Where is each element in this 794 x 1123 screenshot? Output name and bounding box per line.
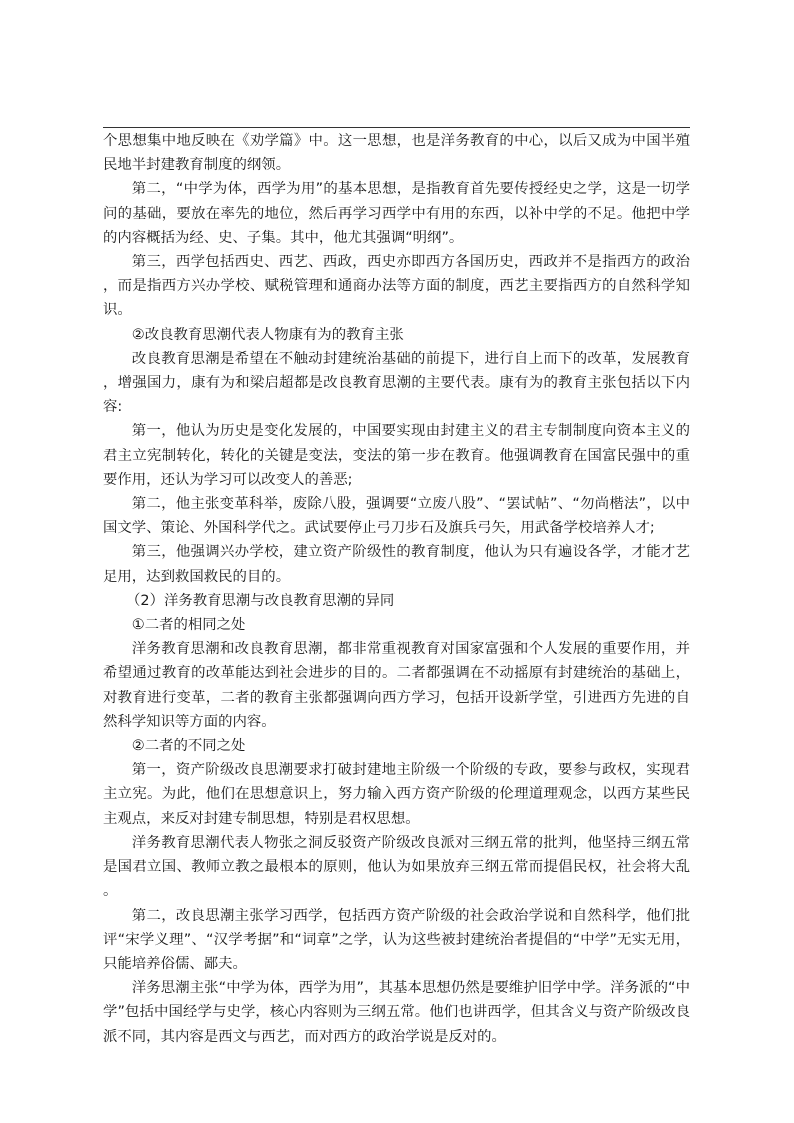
paragraph-difference-2: 第二，改良思潮主张学习西学，包括西方资产阶级的社会政治学说和自然科学，他们批评“宋学义理”、“汉学考据”和“词章”之学，认为这些被封建统治者提倡的“中学”无实无用，只能培养俗儒、鄙夫。 <box>103 907 690 972</box>
paragraph-reform-point-2: 第二，他主张变革科举，废除八股，强调要“立废八股”、“罢试帖”、“勿尚楷法”，以中国文学、策论、外国科学代之。武试要停止弓刀步石及旗兵弓矢，用武备学校培养人才; <box>103 496 690 537</box>
section-heading-kang-youwei: ②改良教育思潮代表人物康有为的教育主张 <box>131 326 404 343</box>
subheading-similarities: ①二者的相同之处 <box>131 617 246 634</box>
paragraph-reform-point-3: 第三，他强调兴办学校，建立资产阶级性的教育制度，他认为只有遍设各学，才能才艺足用，达到救国救民的目的。 <box>103 544 690 585</box>
section-heading-comparison: （2）洋务教育思潮与改良教育思潮的异同 <box>126 592 395 609</box>
paragraph-continuation: 个思想集中地反映在《劝学篇》中。这一思想，也是洋务教育的中心，以后又成为中国半殖民地半封建教育制度的纲领。 <box>103 133 690 174</box>
paragraph-difference-1: 第一，资产阶级改良思潮要求打破封建地主阶级一个阶级的专政，要参与政权，实现君主立宪。为此，他们在思想意识上，努力输入西方资产阶级的伦理道理观念，以西方某些民主观点，来反对封建专制思想，特别是君权思想。 <box>103 762 690 827</box>
paragraph-reform-intro: 改良教育思潮是希望在不触动封建统治基础的前提下，进行自上而下的改革，发展教育，增强国力，康有为和梁启超都是改良教育思潮的主要代表。康有为的教育主张包括以下内容: <box>103 350 690 416</box>
paragraph-yangwu-view: 洋务思潮主张“中学为体，西学为用”，其基本思想仍然是要维护旧学中学。洋务派的“中学”包括中国经学与史学，核心内容则为三纲五常。他们也讲西学，但其含义与资产阶级改良派不同，其内容是西文与西艺，而对西方的政治学说是反对的。 <box>103 980 690 1045</box>
subheading-differences: ②二者的不同之处 <box>131 738 246 755</box>
paragraph-similarities: 洋务教育思潮和改良教育思潮，都非常重视教育对国家富强和个人发展的重要作用，并希望通过教育的改革能达到社会进步的目的。二者都强调在不动摇原有封建统治的基础上，对教育进行变革，二者的教育主张都强调向西方学习，包括开设新学堂，引进西方先进的自然科学知识等方面的内容。 <box>103 641 690 730</box>
paragraph-zhongti-xiyong: 第二，“中学为体，西学为用”的基本思想，是指教育首先要传授经史之学，这是一切学问的基础，要放在率先的地位，然后再学习西学中有用的东西，以补中学的不足。他把中学的内容概括为经、史、子集。其中，他尤其强调“明纲”。 <box>103 181 690 246</box>
paragraph-reform-point-1: 第一，他认为历史是变化发展的，中国要实现由封建主义的君主专制制度向资本主义的君主立宪制转化，转化的关键是变法，变法的第一步在教育。他强调教育在国富民强中的重要作用，还认为学习可以改变人的善恶; <box>103 423 690 488</box>
header-rule <box>103 127 690 128</box>
document-body <box>103 129 690 1049</box>
paragraph-xixue-content: 第三，西学包括西史、西艺、西政，西史亦即西方各国历史，西政并不是指西方的政治，而是指西方兴办学校、赋税管理和通商办法等方面的制度，西艺主要指西方的自然科学知识。 <box>103 254 690 319</box>
paragraph-zhang-zhidong: 洋务教育思潮代表人物张之洞反驳资产阶级改良派对三纲五常的批判，他坚持三纲五常是国君立国、教师立教之最根本的原则，他认为如果放弃三纲五常而提倡民权，社会将大乱。 <box>103 834 690 900</box>
